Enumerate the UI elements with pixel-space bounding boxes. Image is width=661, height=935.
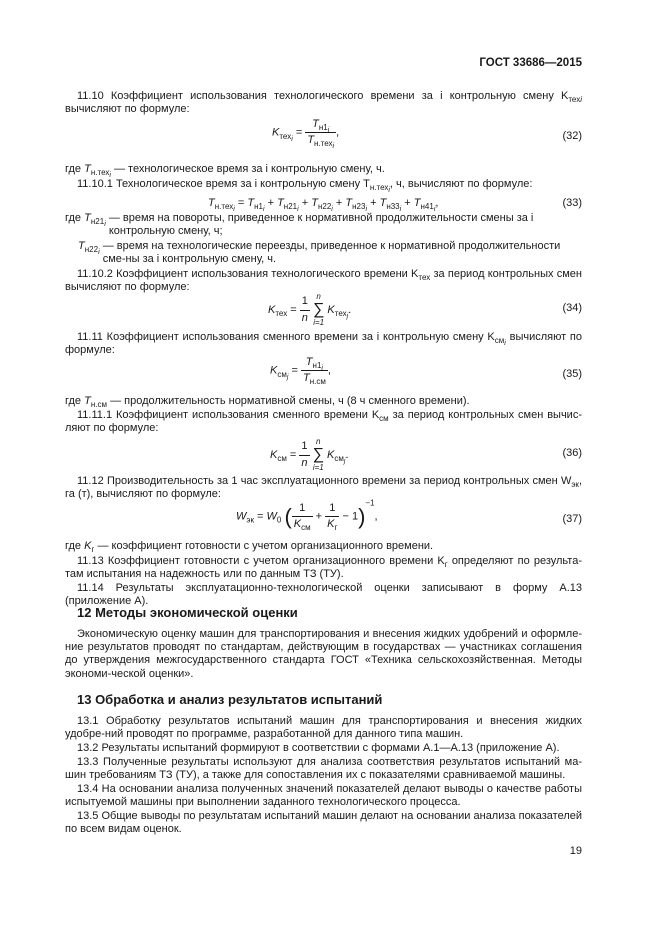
paragraph-11-10: 11.10 Коэффициент использования технологического времени за i контрольную смену $K_{техi}$ вычисляют по формуле:	[65, 90, 582, 116]
definition-t-sm: где $T_{н.см}$ — продолжительность нормативной смены, ч (8 ч сменного времени).	[65, 395, 470, 409]
formula-35: $K_{см_j}$ = $\frac{T_{н1_i}}{T_{н.см}}$ ,	[270, 356, 331, 387]
formula-32: $K_{тех_i}$ = $\frac{T_{н1_i}}{T_{н.тех_i}}$ ,	[272, 118, 340, 151]
formula-33: $T_{н.тех_i} = T_{н1_i} + T_{н21_i} + T_{н22_i} + T_{н23_i} + T_{н33_i} + T_{н41_i}$,	[208, 197, 439, 213]
section-heading-12: 12 Методы экономической оценки	[77, 605, 298, 620]
paragraph-13-4: 13.4 На основании анализа полученных значений показателей делают выводы о качестве работы испытуемой машины при выполнении заданного технологического процесса.	[65, 783, 582, 809]
equation-number-33: (33)	[562, 197, 582, 209]
formula-34: $K_{тех}$ = $\frac{1}{n}$ n ∑ i=1 $K_{тех_j}$.	[268, 292, 352, 327]
paragraph-13-2: 13.2 Результаты испытаний формируют в соответствии с формами А.1—А.13 (приложение А).	[77, 742, 560, 754]
definition-t21: где $T_{н21_i}$ — время на повороты, приведенное к нормативной продолжительности смены за i контрольную смену, ч;	[65, 212, 534, 238]
page-number: 19	[569, 845, 582, 857]
formula-37: $W_{эк} = W_0$ ( $\frac{1}{K_{см}}$ + $\frac{1}{K_г}$ − 1)$^{-1}$,	[236, 498, 378, 533]
definition-t22: $T_{н22_i}$ — время на технологические переезды, приведенное к нормативной продолжительности сме-ны за i контрольную смену, ч.	[78, 240, 561, 266]
paragraph-12: Экономическую оценку машин для транспортирования и внесения жидких удобрений и оформле-ние результатов проводят по стандартам, действующим в государствах — участниках соглашения до утверждения межгосударственного стандарта ГОСТ «Техника сельскохозяйственная. Методы экономи-ческой оценки».	[65, 628, 582, 680]
definition-t-teh: где $T_{н.тех_i}$ — технологическое время за i контрольную смену, ч.	[65, 163, 385, 179]
paragraph-13-5: 13.5 Общие выводы по результатам испытаний машин делают на основании анализа показателей по всем видам оценок.	[65, 810, 582, 836]
equation-number-37: (37)	[562, 513, 582, 525]
paragraph-11-11: 11.11 Коэффициент использования сменного времени за i контрольную смену $K_{см_i}$ вычисляют по формуле:	[65, 331, 582, 357]
equation-number-34: (34)	[562, 302, 582, 314]
paragraph-11-13: 11.13 Коэффициент готовности с учетом организационного времени $K_г$ определяют по результа-там испытания на надежность или по данным ТЗ (ТУ).	[65, 555, 582, 581]
definition-kg: где $K_г$ — коэффициент готовности с учетом организационного времени.	[65, 540, 434, 554]
paragraph-11-14: 11.14 Результаты эксплуатационно-технологической оценки записывают в форму А.13 (приложение А).	[65, 582, 582, 608]
equation-number-32: (32)	[562, 130, 582, 142]
paragraph-11-10-1: 11.10.1 Технологическое время за i контрольную смену $T_{н.тех_i}$, ч, вычисляют по формуле:	[77, 178, 533, 194]
equation-number-36: (36)	[562, 447, 582, 459]
section-heading-13: 13 Обработка и анализ результатов испытаний	[77, 692, 383, 707]
paragraph-13-1: 13.1 Обработку результатов испытаний машин для транспортирования и внесения жидких удобре-ний проводят по программе, разработанной для данного типа машин.	[65, 715, 582, 741]
document-header: ГОСТ 33686—2015	[479, 57, 582, 69]
formula-36: $K_{см}$ = $\frac{1}{n}$ n ∑ i=1 $K_{см_j}$.	[270, 437, 349, 472]
paragraph-11-12: 11.12 Производительность за 1 час эксплуатационного времени за период контрольных смен $W_{эк}$, га (т), вычисляют по формуле:	[65, 475, 582, 501]
equation-number-35: (35)	[562, 368, 582, 380]
paragraph-11-11-1: 11.11.1 Коэффициент использования сменного времени $K_{см}$ за период контрольных смен вычис-ляют по формуле:	[65, 409, 582, 435]
paragraph-11-10-2: 11.10.2 Коэффициент использования технологического времени $K_{тех}$ за период контрольных смен вычисляют по формуле:	[65, 268, 582, 294]
paragraph-13-3: 13.3 Полученные результаты используют для анализа соответствия результатов испытаний ма-шин требованиям ТЗ (ТУ), а также для сопоставления их с показателями сравниваемой машины.	[65, 756, 582, 782]
